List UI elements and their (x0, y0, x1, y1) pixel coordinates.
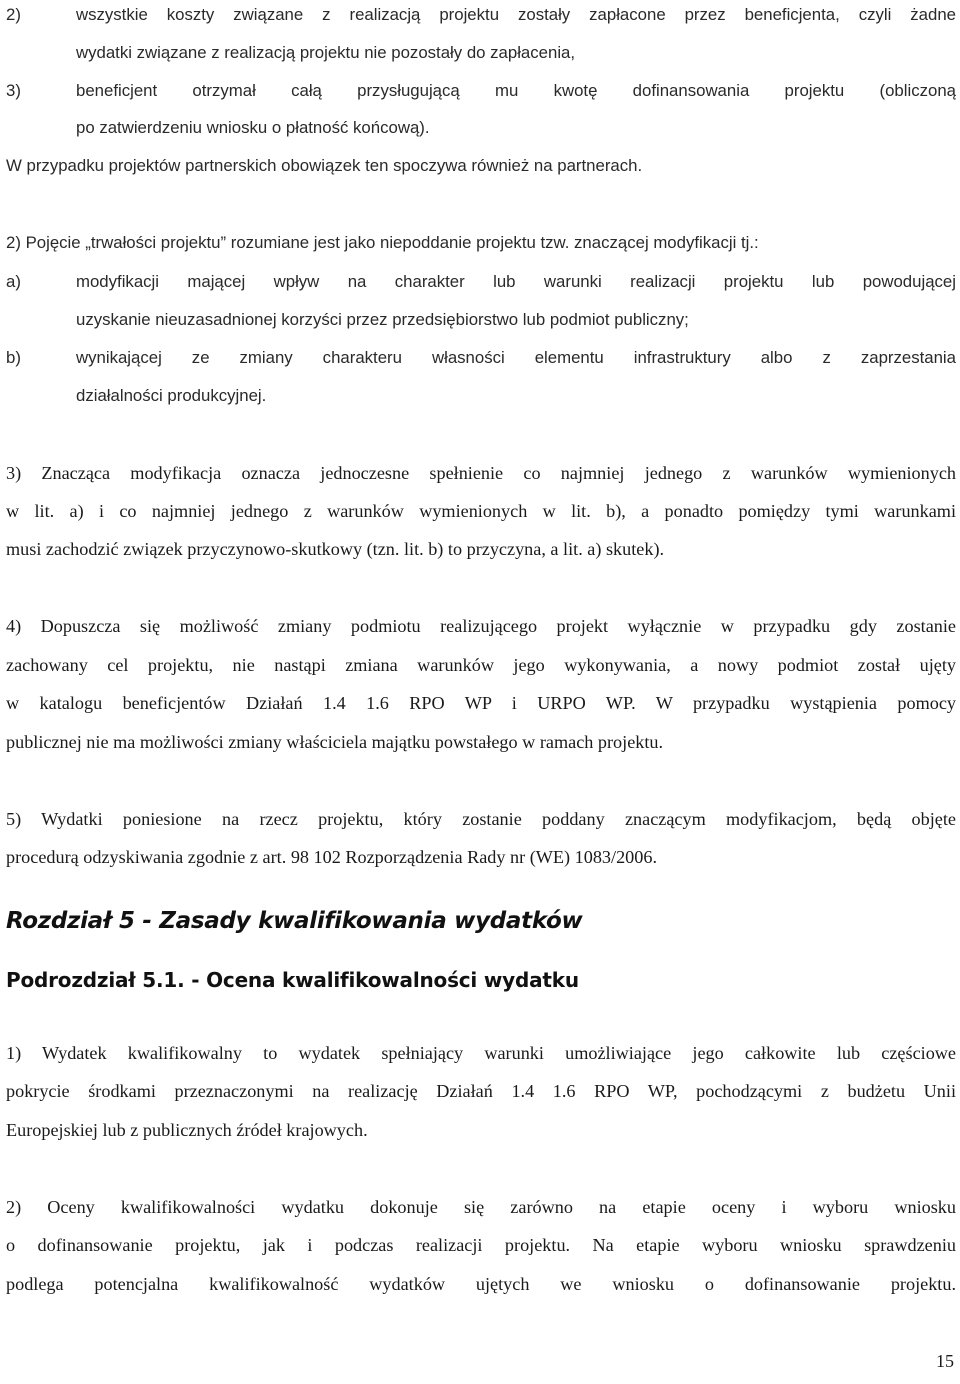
paragraph-line: Europejskiej lub z publicznych źródeł krajowych. (6, 1120, 368, 1140)
sub-item-text-line: uzyskanie nieuzasadnionej korzyści przez przedsiębiorstwo lub podmiot publiczny; (76, 310, 689, 329)
paragraph-line: 5) Wydatki poniesione na rzecz projektu, który zostanie poddany znaczącym modyfikacjom, będą objęte (6, 809, 956, 829)
paragraph-line: musi zachodzić związek przyczynowo-skutkowy (tzn. lit. b) to przyczyna, a lit. a) skutek). (6, 539, 665, 559)
partners-note: W przypadku projektów partnerskich obowiązek ten spoczywa również na partnerach. (6, 156, 643, 175)
sub-item-text-line: modyfikacji mającej wpływ na charakter lub warunki realizacji projektu lub powodującej (76, 272, 956, 291)
paragraph-line: podlega potencjalna kwalifikowalność wydatków ujętych we wniosku o dofinansowanie projektu. (6, 1274, 956, 1294)
list-item-number: 2) (6, 5, 21, 24)
sub-item-text-line: działalności produkcyjnej. (76, 386, 267, 405)
paragraph-line: 1) Wydatek kwalifikowalny to wydatek spełniający warunki umożliwiające jego całkowite lub częściowe (6, 1043, 956, 1063)
paragraph-line: procedurą odzyskiwania zgodnie z art. 98 102 Rozporządzenia Rady nr (WE) 1083/2006. (6, 847, 657, 867)
paragraph-2-intro: 2) Pojęcie „trwałości projektu” rozumiane jest jako niepoddanie projektu tzw. znaczącej modyfikacji tj.: (6, 233, 759, 252)
paragraph-line: 2) Oceny kwalifikowalności wydatku dokonuje się zarówno na etapie oceny i wyboru wniosku (6, 1197, 956, 1217)
page-number: 15 (936, 1351, 954, 1371)
paragraph-line: 3) Znacząca modyfikacja oznacza jednoczesne spełnienie co najmniej jednego z warunków wymienionych (6, 463, 956, 483)
list-item-text-line: wszystkie koszty związane z realizacją projektu zostały zapłacone przez beneficjenta, czyli żadne (76, 5, 956, 24)
paragraph-line: o dofinansowanie projektu, jak i podczas realizacji projektu. Na etapie wyboru wniosku sprawdzeniu (6, 1235, 956, 1255)
paragraph-line: pokrycie środkami przeznaczonymi na realizację Działań 1.4 1.6 RPO WP, pochodzącymi z budżetu Unii (6, 1081, 956, 1101)
paragraph-line: 4) Dopuszcza się możliwość zmiany podmiotu realizującego projekt wyłącznie w przypadku gdy zostanie (6, 616, 956, 636)
list-item-number: 3) (6, 81, 21, 100)
sub-item-marker: a) (6, 272, 21, 291)
list-item-text-line: wydatki związane z realizacją projektu nie pozostały do zapłacenia, (76, 43, 576, 62)
list-item-text-line: beneficjent otrzymał całą przysługującą mu kwotę dofinansowania projektu (obliczoną (76, 81, 956, 100)
list-item-text-line: po zatwierdzeniu wniosku o płatność końcową). (76, 118, 430, 137)
paragraph-line: w lit. a) i co najmniej jednego z warunków wymienionych w lit. b), a ponadto pomiędzy tymi warunkami (6, 501, 956, 521)
sub-item-marker: b) (6, 348, 21, 367)
paragraph-line: zachowany cel projektu, nie nastąpi zmiana warunków jego wykonywania, a nowy podmiot został ujęty (6, 655, 956, 675)
sub-item-text-line: wynikającej ze zmiany charakteru własności elementu infrastruktury albo z zaprzestania (76, 348, 956, 367)
chapter-heading: Rozdział 5 - Zasady kwalifikowania wydatków (6, 908, 583, 934)
paragraph-line: publicznej nie ma możliwości zmiany właściciela majątku powstałego w ramach projektu. (6, 732, 664, 752)
subchapter-heading: Podrozdział 5.1. - Ocena kwalifikowalności wydatku (6, 968, 579, 992)
paragraph-line: w katalogu beneficjentów Działań 1.4 1.6 RPO WP i URPO WP. W przypadku wystąpienia pomocy (6, 693, 956, 713)
